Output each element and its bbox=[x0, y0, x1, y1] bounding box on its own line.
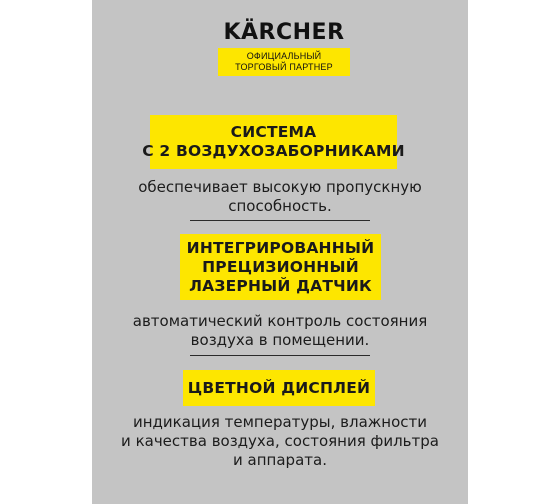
feature-heading-air-intakes bbox=[142, 115, 405, 169]
feature-description-line: способность. bbox=[228, 197, 332, 215]
feature-heading-line: С 2 ВОЗДУХОЗАБОРНИКАМИ bbox=[142, 142, 405, 160]
partner-badge-line-2: ТОРГОВЫЙ ПАРТНЕР bbox=[235, 62, 333, 72]
partner-badge-line-1: ОФИЦИАЛЬНЫЙ bbox=[246, 51, 322, 61]
partner-badge bbox=[218, 48, 350, 76]
feature-heading-line: ПРЕЦИЗИОННЫЙ bbox=[202, 257, 359, 276]
feature-description-line: обеспечивает высокую пропускную bbox=[138, 178, 422, 196]
brand-name: KÄRCHER bbox=[223, 20, 345, 45]
feature-heading-line: ИНТЕГРИРОВАННЫЙ bbox=[186, 238, 375, 257]
feature-description-line: автоматический контроль состояния bbox=[132, 312, 428, 330]
feature-heading-line: ЦВЕТНОЙ ДИСПЛЕЙ bbox=[187, 378, 371, 397]
feature-heading-line: СИСТЕМА bbox=[230, 123, 317, 141]
feature-heading-color-display bbox=[183, 370, 375, 406]
section-divider bbox=[190, 220, 370, 221]
feature-heading-line: ЛАЗЕРНЫЙ ДАТЧИК bbox=[189, 276, 372, 295]
feature-description-air-intakes bbox=[92, 178, 468, 216]
feature-description-line: воздуха в помещении. bbox=[190, 331, 370, 349]
feature-description-line: и аппарата. bbox=[233, 451, 327, 469]
feature-description-line: и качества воздуха, состояния фильтра bbox=[121, 432, 439, 450]
feature-description-line: индикация температуры, влажности bbox=[132, 413, 428, 431]
feature-description-color-display bbox=[92, 413, 468, 470]
feature-description-laser-sensor bbox=[92, 312, 468, 350]
feature-card bbox=[92, 0, 468, 504]
feature-heading-laser-sensor bbox=[180, 234, 381, 300]
brand-logo bbox=[218, 20, 350, 76]
section-divider bbox=[190, 355, 370, 356]
